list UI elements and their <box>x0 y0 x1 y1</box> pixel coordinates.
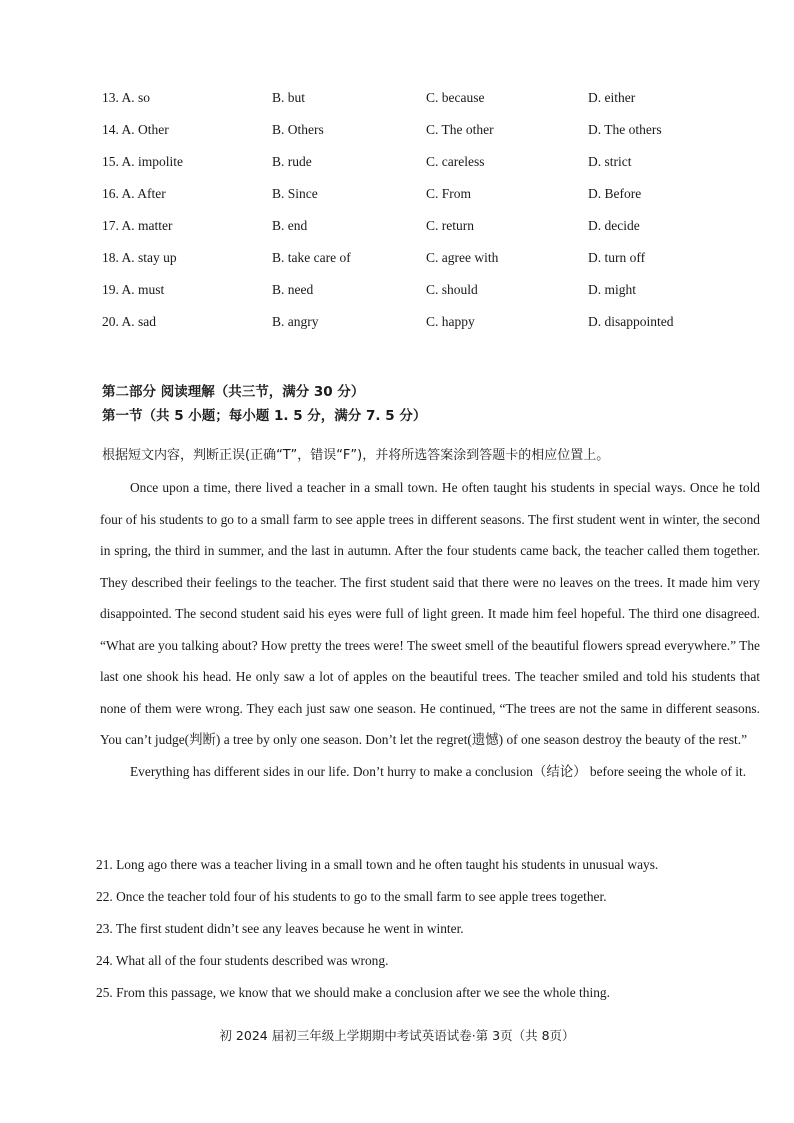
option-c: C. should <box>426 282 478 297</box>
option-b: B. take care of <box>272 250 351 265</box>
option-d: D. either <box>588 90 636 105</box>
option-c: C. The other <box>426 122 494 137</box>
question-23: 23. The first student didn’t see any leaves because he went in winter. <box>96 921 464 936</box>
option-d: D. strict <box>588 154 632 169</box>
option-b: B. but <box>272 90 306 105</box>
instruction-text: 根据短文内容，判断正误(正确“T”，错误“F”)，并将所选答案涂到答题卡的相应位置上。 <box>102 448 610 463</box>
option-row-13 <box>102 90 742 122</box>
question-25: 25. From this passage, we know that we should make a conclusion after we see the whole thing. <box>96 985 610 1000</box>
option-a: 18. A. stay up <box>102 250 177 265</box>
passage-paragraph-1: Once upon a time, there lived a teacher in a small town. He often taught his students in special ways. Once he told four of his students to go to a small farm to see apple trees in different seasons. The first student went in winter, the second in spring, the third in summer, and the last in autumn. After the four students came back, the teacher called them together. They described their feelings to the teacher. The first student said that there were no leaves on the trees. It made him very disappointed. The second student said his eyes were full of light green. It made him feel hopeful. The third one disagreed. “What are you talking about? How pretty the trees were! The sweet smell of the beautiful flowers spread everywhere.” The last one shook his head. He only saw a lot of apples on the beautiful trees. The teacher smiled and told his students that none of them were wrong. They each just saw one season. He continued, “The trees are not the same in different seasons. You can’t judge(判断) a tree by only one season. Don’t let the regret(遗憾) of one season destroy the beauty of the rest.” <box>100 480 760 747</box>
page-footer: 初 2024 届初三年级上学期期中考试英语试卷·第 3页（共 8页） <box>219 1028 575 1043</box>
option-d: D. disappointed <box>588 314 674 329</box>
option-a: 14. A. Other <box>102 122 169 137</box>
question-list <box>96 849 756 1009</box>
question-21: 21. Long ago there was a teacher living in a small town and he often taught his students in unusual ways. <box>96 857 659 872</box>
option-a: 17. A. matter <box>102 218 173 233</box>
option-row-16 <box>102 186 742 218</box>
option-c: C. careless <box>426 154 485 169</box>
option-d: D. turn off <box>588 250 646 265</box>
option-b: B. Others <box>272 122 324 137</box>
option-a: 15. A. impolite <box>102 154 183 169</box>
option-row-15 <box>102 154 742 186</box>
option-d: D. The others <box>588 122 662 137</box>
option-a: 16. A. After <box>102 186 166 201</box>
option-b: B. rude <box>272 154 312 169</box>
option-c: C. agree with <box>426 250 499 265</box>
question-24: 24. What all of the four students described was wrong. <box>96 953 389 968</box>
option-b: B. Since <box>272 186 318 201</box>
option-a: 20. A. sad <box>102 314 156 329</box>
option-d: D. might <box>588 282 637 297</box>
option-row-18 <box>102 250 742 282</box>
option-c: C. happy <box>426 314 475 329</box>
part-title: 第二部分 阅读理解（共三节，满分 30 分） <box>102 384 365 400</box>
option-b: B. end <box>272 218 308 233</box>
option-d: D. Before <box>588 186 642 201</box>
reading-passage <box>100 472 760 787</box>
option-d: D. decide <box>588 218 640 233</box>
option-c: C. From <box>426 186 472 201</box>
passage-paragraph-2: Everything has different sides in our life. Don’t hurry to make a conclusion（结论） before seeing the whole of it. <box>130 763 747 779</box>
option-a: 19. A. must <box>102 282 165 297</box>
options-table <box>102 90 742 346</box>
option-c: C. return <box>426 218 474 233</box>
option-row-14 <box>102 122 742 154</box>
option-b: B. angry <box>272 314 319 329</box>
option-row-19 <box>102 282 742 314</box>
option-row-20 <box>102 314 742 346</box>
question-22: 22. Once the teacher told four of his students to go to the small farm to see apple trees together. <box>96 889 607 904</box>
section-subtitle: 第一节（共 5 小题；每小题 1. 5 分，满分 7. 5 分） <box>102 408 427 424</box>
option-b: B. need <box>272 282 314 297</box>
option-c: C. because <box>426 90 485 105</box>
option-row-17 <box>102 218 742 250</box>
option-a: 13. A. so <box>102 90 151 105</box>
